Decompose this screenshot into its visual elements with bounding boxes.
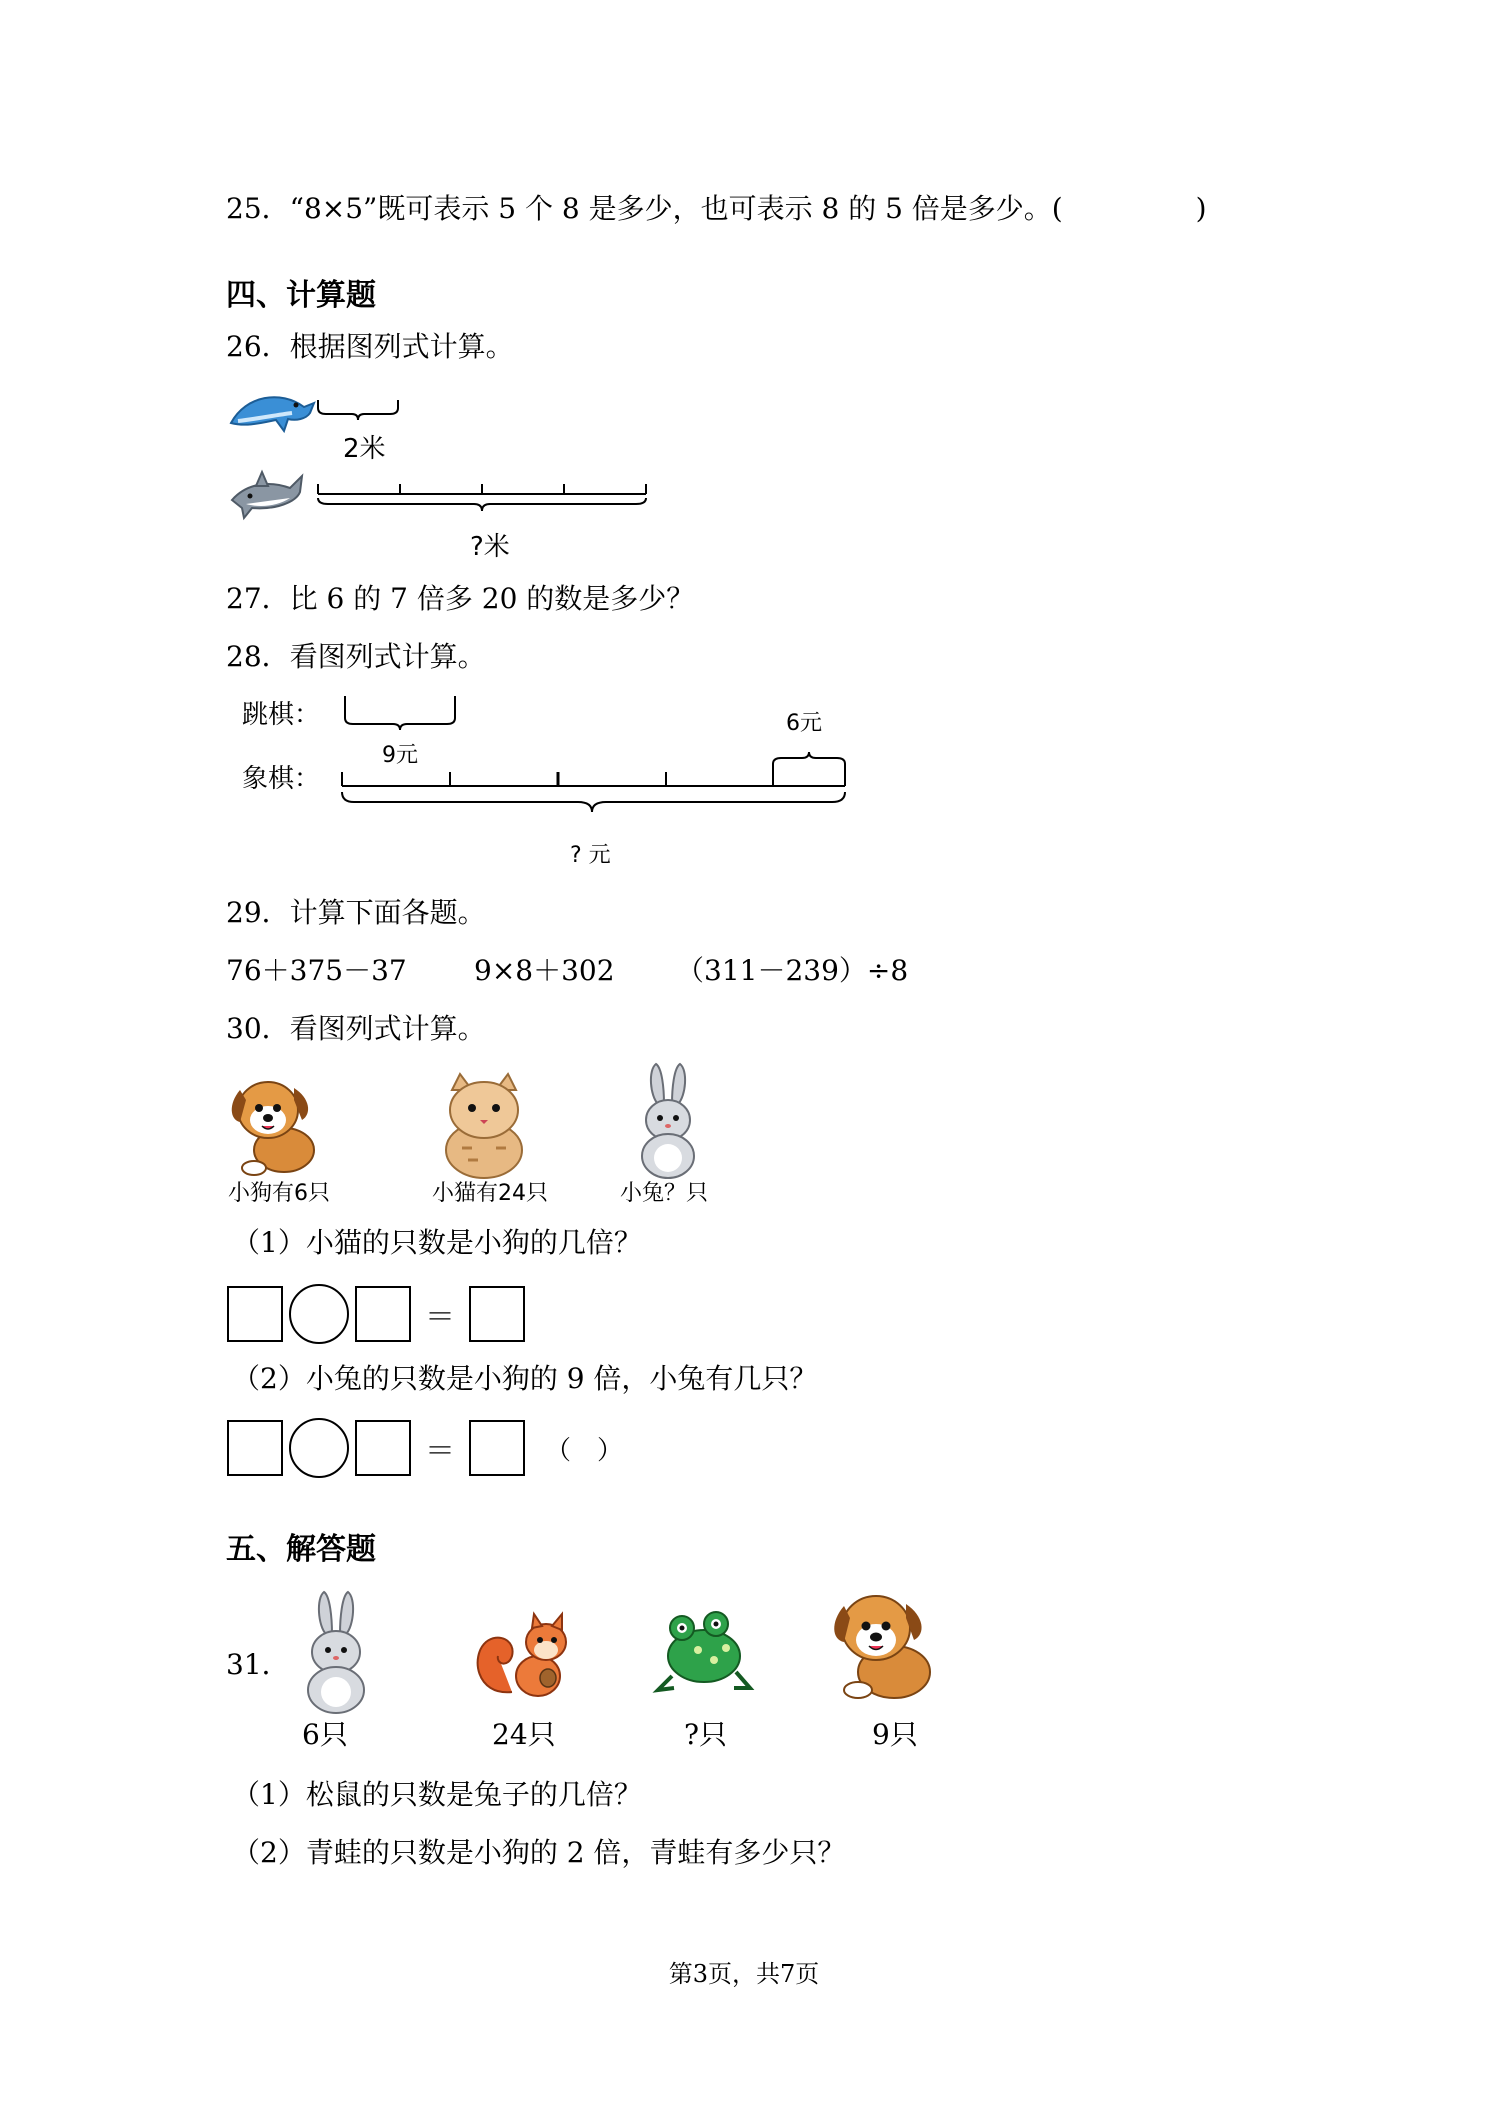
dog-icon bbox=[828, 1584, 944, 1704]
cat-icon bbox=[432, 1068, 536, 1180]
question-30-sub-2: （2）小兔的只数是小狗的 9 倍，小兔有几只？ bbox=[232, 1362, 818, 1395]
expression-3: （311－239）÷8 bbox=[676, 954, 909, 987]
squirrel-icon bbox=[472, 1606, 576, 1702]
question-25-text: 25．“8×5”既可表示 5 个 8 是多少，也可表示 8 的 5 倍是多少。( bbox=[226, 192, 1063, 225]
rabbit-count: 6只 bbox=[302, 1718, 348, 1751]
question-27-text: 27．比 6 的 7 倍多 20 的数是多少？ bbox=[226, 582, 695, 615]
chess-label: 象棋： bbox=[242, 764, 321, 794]
total-price-label: ? 元 bbox=[570, 843, 611, 868]
bottom-length-label: ?米 bbox=[470, 532, 510, 562]
question-25 bbox=[226, 192, 1207, 226]
question-26-text: 26．根据图列式计算。 bbox=[226, 330, 514, 363]
question-31-sub-2: （2）青蛙的只数是小狗的 2 倍，青蛙有多少只？ bbox=[232, 1836, 846, 1869]
dolphin-icon bbox=[226, 385, 316, 445]
squirrel-count: 24只 bbox=[492, 1718, 556, 1751]
question-25-close: ) bbox=[1195, 192, 1207, 225]
unit-blank[interactable]: （ ） bbox=[545, 1435, 624, 1466]
shark-icon bbox=[228, 466, 308, 524]
chess-bar bbox=[340, 746, 850, 816]
rabbit-icon bbox=[294, 1588, 378, 1716]
question-28-text: 28．看图列式计算。 bbox=[226, 640, 486, 673]
expression-1: 76＋375－37 bbox=[226, 954, 407, 987]
frog-icon bbox=[652, 1606, 754, 1696]
expression-2: 9×8＋302 bbox=[474, 954, 615, 987]
answer-box[interactable] bbox=[355, 1420, 411, 1476]
section-title-calculation: 四、计算题 bbox=[226, 278, 376, 313]
dog-count: 9只 bbox=[872, 1718, 918, 1751]
dog-icon bbox=[228, 1070, 324, 1178]
result-box[interactable] bbox=[469, 1420, 525, 1476]
question-30-sub-1: （1）小猫的只数是小狗的几倍？ bbox=[232, 1226, 642, 1259]
top-length-label: 2米 bbox=[343, 434, 386, 464]
rabbit-icon bbox=[628, 1060, 708, 1182]
checkers-bar bbox=[343, 696, 458, 732]
unit-price-label: 9元 bbox=[382, 743, 418, 768]
equals-sign: ＝ bbox=[425, 1434, 455, 1469]
cat-caption: 小猫有24只 bbox=[432, 1181, 548, 1206]
question-31-sub-1: （1）松鼠的只数是兔子的几倍？ bbox=[232, 1778, 642, 1811]
extra-price-label: 6元 bbox=[786, 711, 822, 736]
shark-bar bbox=[316, 484, 646, 520]
frog-count: ?只 bbox=[684, 1718, 728, 1751]
question-30-text: 30．看图列式计算。 bbox=[226, 1012, 486, 1045]
answer-box[interactable] bbox=[227, 1420, 283, 1476]
equation-row-1 bbox=[227, 1284, 525, 1344]
dolphin-bar bbox=[316, 398, 406, 428]
operator-circle[interactable] bbox=[289, 1418, 349, 1478]
question-29-text: 29．计算下面各题。 bbox=[226, 896, 486, 929]
section-title-word-problems: 五、解答题 bbox=[226, 1532, 376, 1567]
page-footer: 第3页，共7页 bbox=[668, 1960, 820, 1988]
equation-row-2 bbox=[227, 1418, 623, 1478]
rabbit-caption: 小兔？只 bbox=[620, 1181, 709, 1206]
question-31-number: 31． bbox=[226, 1648, 290, 1681]
checkers-label: 跳棋： bbox=[242, 700, 321, 730]
dog-caption: 小狗有6只 bbox=[228, 1181, 330, 1206]
operator-circle[interactable] bbox=[289, 1284, 349, 1344]
answer-box[interactable] bbox=[227, 1286, 283, 1342]
result-box[interactable] bbox=[469, 1286, 525, 1342]
equals-sign: ＝ bbox=[425, 1300, 455, 1335]
answer-box[interactable] bbox=[355, 1286, 411, 1342]
